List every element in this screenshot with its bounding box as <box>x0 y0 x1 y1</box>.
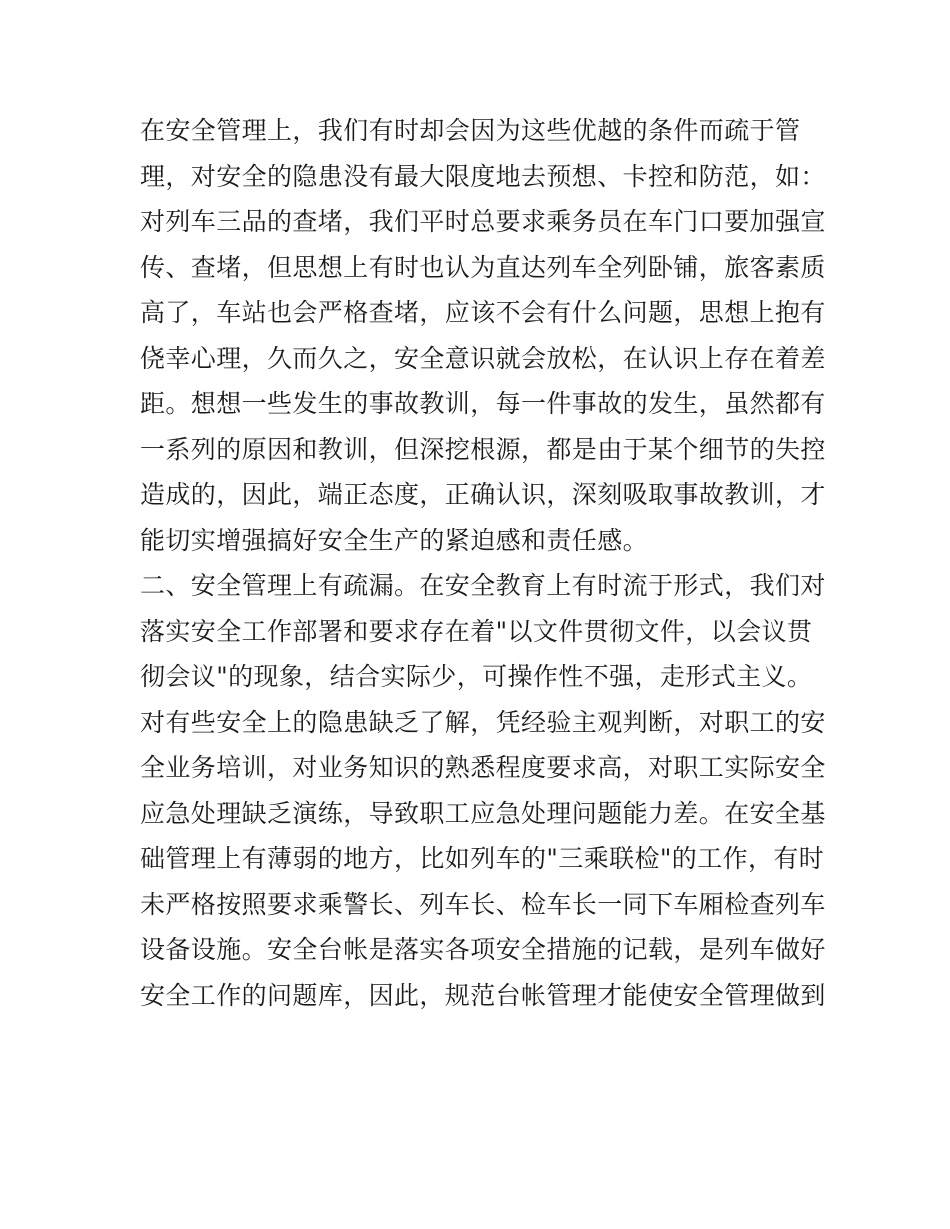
text-line: 彻会议"的现象，结合实际少，可操作性不强，走形式主义。 <box>140 662 813 691</box>
text-line: 距。想想一些发生的事故教训，每一件事故的发生，虽然都有 <box>140 389 826 418</box>
text-line: 二、安全管理上有疏漏。在安全教育上有时流于形式，我们对 <box>140 571 826 600</box>
text-line: 未严格按照要求乘警长、列车长、检车长一同下车厢检查列车 <box>140 889 826 919</box>
text-line: 础管理上有薄弱的地方，比如列车的"三乘联检"的工作，有时 <box>140 844 825 873</box>
text-line: 应急处理缺乏演练，导致职工应急处理问题能力差。在安全基 <box>140 798 826 828</box>
text-line: 侥幸心理，久而久之，安全意识就会放松，在认识上存在着差 <box>140 343 826 373</box>
text-line: 安全工作的问题库，因此，规范台帐管理才能使安全管理做到 <box>140 980 826 1010</box>
text-line: 落实安全工作部署和要求存在着"以文件贯彻文件，以会议贯 <box>140 616 813 646</box>
text-line: 设备设施。安全台帐是落实各项安全措施的记载，是列车做好 <box>140 935 826 964</box>
text-line: 在安全管理上，我们有时却会因为这些优越的条件而疏于管 <box>140 116 801 145</box>
body-text <box>140 108 830 1018</box>
text-line: 造成的，因此，端正态度，正确认识，深刻吸取事故教训，才 <box>140 480 826 509</box>
text-line: 传、查堵，但思想上有时也认为直达列车全列卧铺，旅客素质 <box>140 252 826 282</box>
text-line: 理，对安全的隐患没有最大限度地去预想、卡控和防范，如： <box>140 161 826 191</box>
text-line: 能切实增强搞好安全生产的紧迫感和责任感。 <box>140 525 649 555</box>
text-line: 对列车三品的查堵，我们平时总要求乘务员在车门口要加强宣 <box>140 207 826 236</box>
text-line: 对有些安全上的隐患缺乏了解，凭经验主观判断，对职工的安 <box>140 707 826 737</box>
text-line: 全业务培训，对业务知识的熟悉程度要求高，对职工实际安全 <box>140 753 826 782</box>
text-line: 高了，车站也会严格查堵，应该不会有什么问题，思想上抱有 <box>140 298 826 327</box>
text-line: 一系列的原因和教训，但深挖根源，都是由于某个细节的失控 <box>140 434 826 464</box>
